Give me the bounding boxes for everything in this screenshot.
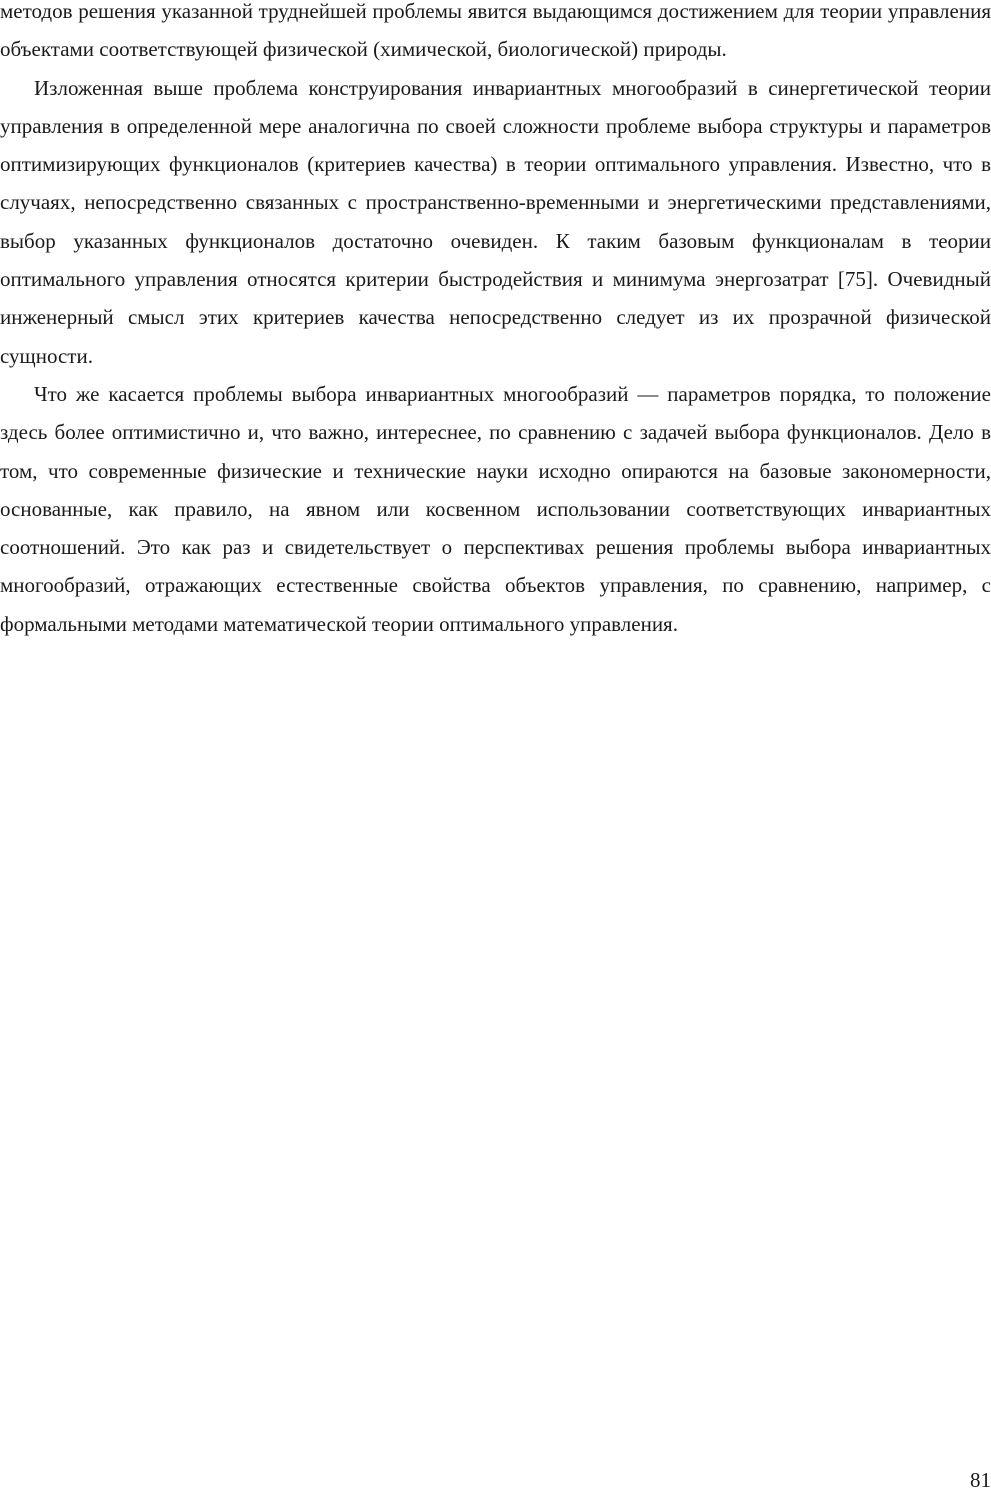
- paragraph-continuation: методов решения указанной труднейшей проблемы явится выдающимся достижением для теории управления объектами соответствующей физической (химической, биологической) природы.: [0, 0, 991, 62]
- page-number: 81: [970, 1468, 991, 1492]
- body-text: [0, 0, 991, 643]
- paragraph-order-parameters: Что же касается проблемы выбора инвариантных многообразий — параметров порядка, то положение здесь более оптимистично и, что важно, интереснее, по сравнению с задачей выбора функционалов. Дело в том, что современные физические и технические науки исходно опираются на базовые закономерности, основанные, как правило, на явном или косвенном использовании соответствующих инвариантных соотношений. Это как раз и свидетельствует о перспективах решения проблемы выбора инвариантных многообразий, отражающих естественные свойства объектов управления, по сравнению, например, с формальными методами математической теории оптимального управления.: [0, 381, 991, 636]
- paragraph-invariant-manifolds: Изложенная выше проблема конструирования инвариантных многообразий в синергетической теории управления в определенной мере аналогична по своей сложности проблеме выбора структуры и параметров оптимизирующих функционалов (критериев качества) в теории оптимального управления. Известно, что в случаях, непосредственно связанных с пространственно-временными и энергетическими представлениями, выбор указанных функционалов достаточно очевиден. К таким базовым функционалам в теории оптимального управления относятся критерии быстродействия и минимума энергозатрат [75]. Очевидный инженерный смысл этих критериев качества непосредственно следует из их прозрачной физической сущности.: [0, 75, 991, 368]
